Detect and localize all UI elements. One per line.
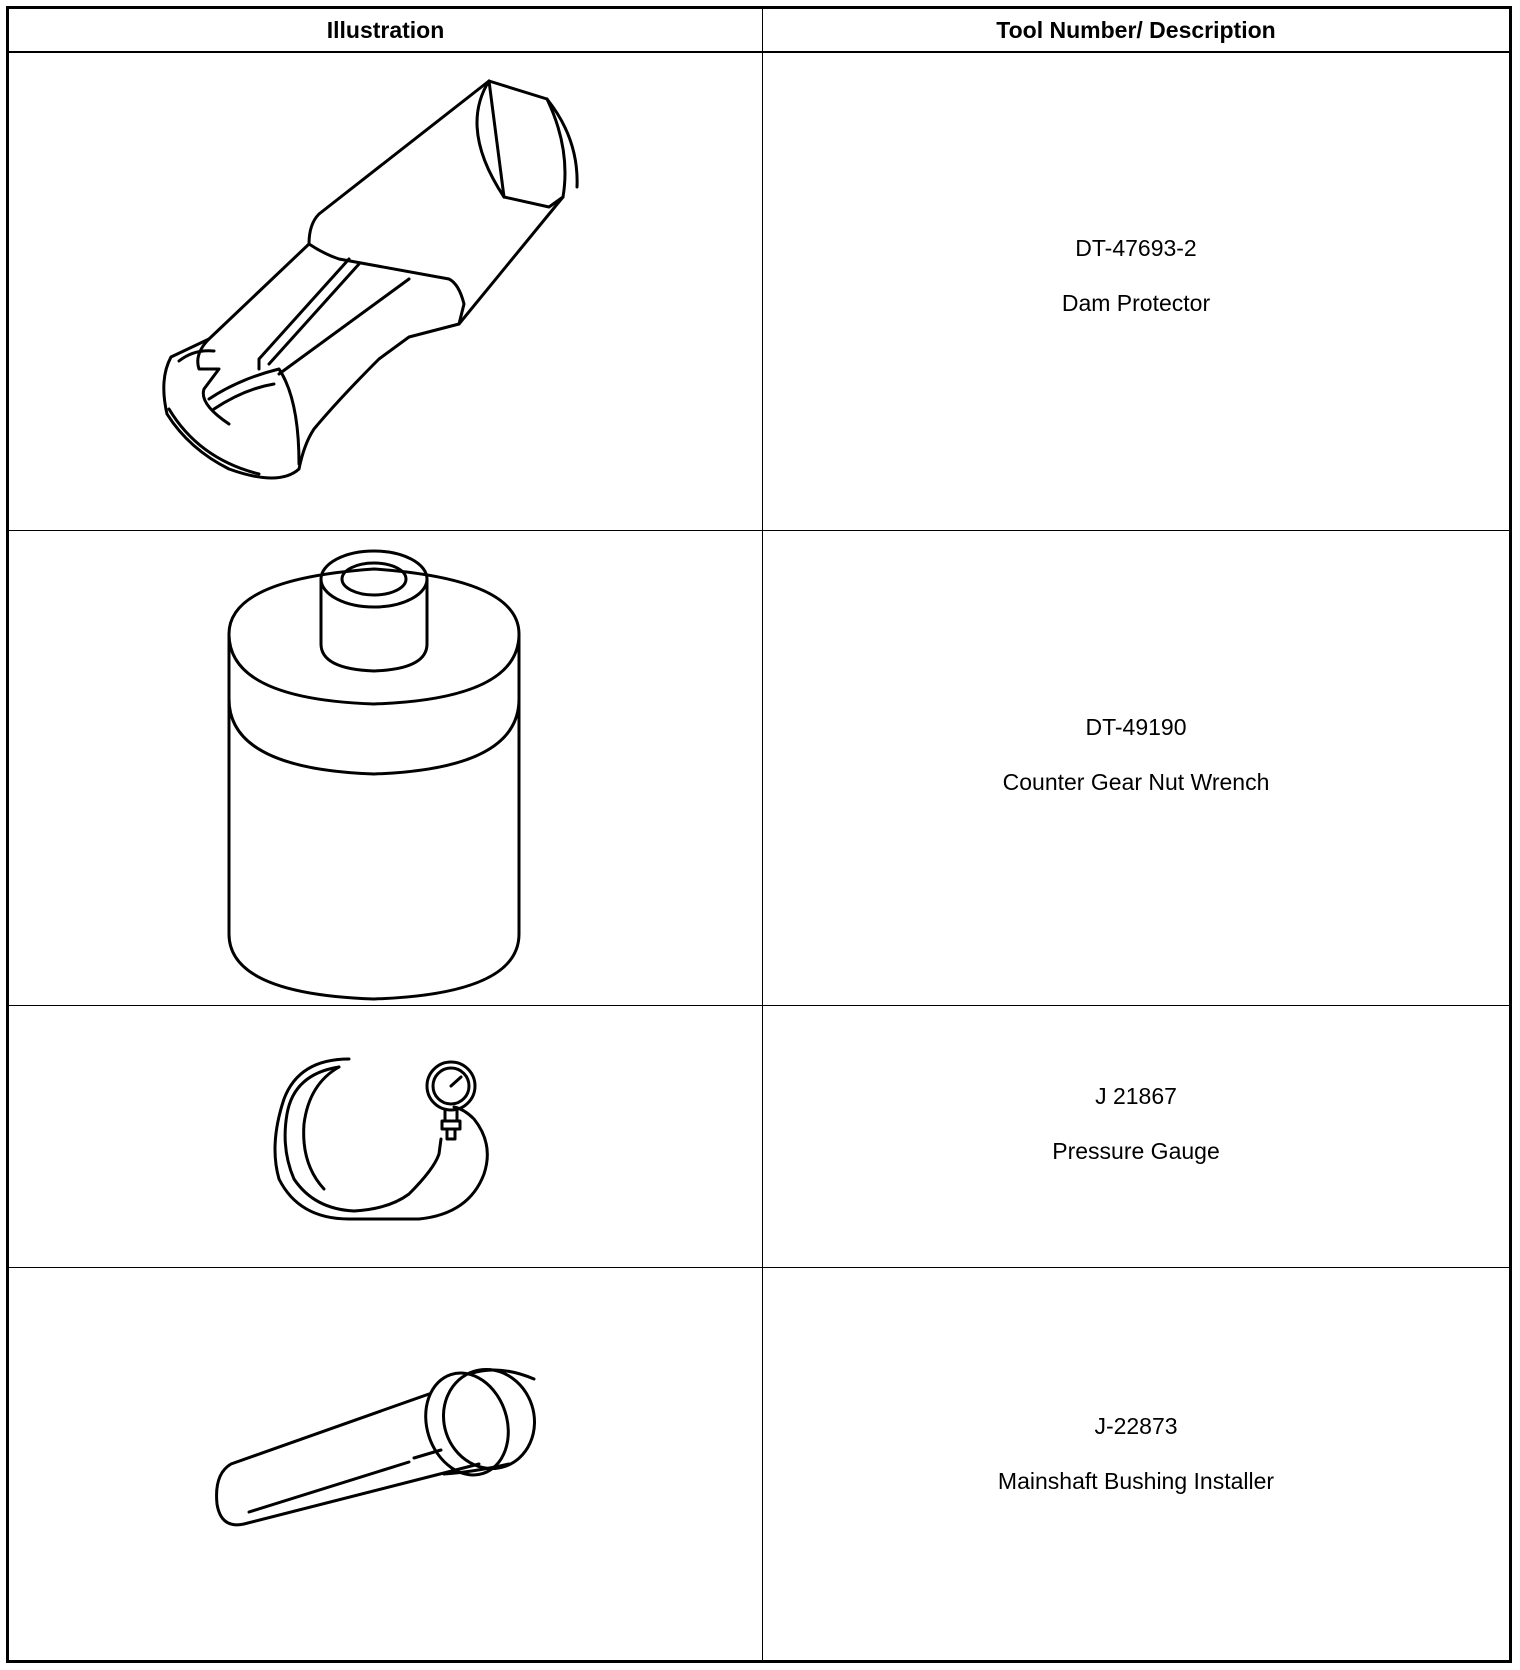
header-tool-description: Tool Number/ Description — [996, 17, 1276, 43]
tool-name: Counter Gear Nut Wrench — [1002, 769, 1270, 795]
nut-wrench-icon — [209, 539, 539, 999]
tool-name: Pressure Gauge — [1052, 1138, 1220, 1164]
row-divider — [9, 1005, 1509, 1006]
tool-description — [763, 221, 1509, 331]
tool-number: J 21867 — [1095, 1083, 1177, 1109]
row-divider — [9, 530, 1509, 531]
tool-description — [763, 1399, 1509, 1509]
bushing-installer-icon — [209, 1354, 579, 1574]
tool-name: Mainshaft Bushing Installer — [997, 1468, 1275, 1494]
tool-number: DT-47693-2 — [1075, 235, 1197, 261]
tool-description — [763, 700, 1509, 810]
tool-name: Dam Protector — [1061, 290, 1211, 316]
row-divider — [9, 1267, 1509, 1268]
tool-table — [6, 6, 1512, 1663]
tool-number: J-22873 — [1094, 1413, 1178, 1439]
tool-description — [763, 1069, 1509, 1179]
pressure-gauge-icon — [269, 1049, 509, 1229]
tool-number: DT-49190 — [1085, 714, 1187, 740]
header-divider — [9, 51, 1509, 53]
header-illustration: Illustration — [326, 17, 445, 43]
dam-protector-icon — [159, 69, 619, 519]
